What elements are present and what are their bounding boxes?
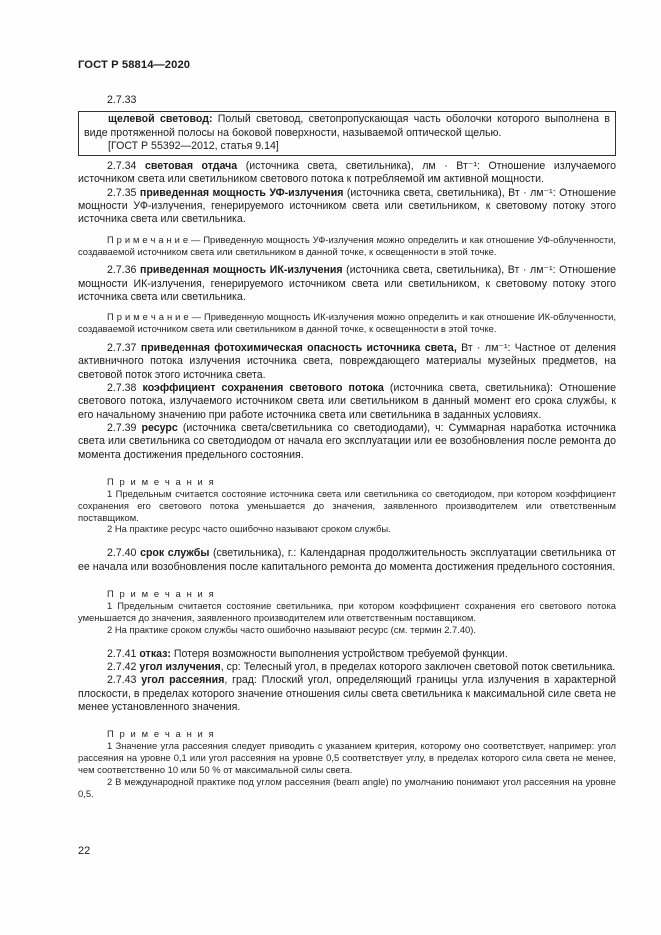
entry-2-7-41: [78, 648, 616, 661]
entry-number: 2.7.35: [107, 186, 137, 199]
term: световая отдача: [145, 160, 238, 173]
definition: (источника света, светильника), лм · Вт⁻¹: Отношение излучаемого источником света или светильником светового потока к потребляемой им активной мощности.: [78, 160, 616, 186]
boxed-entry-2-7-33: [78, 111, 616, 156]
term: приведенная мощность ИК-излучения: [140, 264, 343, 277]
note-item: 2 На практике ресурс часто ошибочно называют сроком службы.: [107, 523, 391, 535]
definition: (источника света/светильника со светодиодами), ч: Суммарная наработка источника света или светильника со светодиодом от начала его эксплуатации или ее возобновления после ремонта до момента достижения предельного состояния.: [78, 421, 616, 461]
note-item: 2 В международной практике под углом рассеяния (beam angle) по умолчанию понимают угол рассеяния на уровне 0,5.: [78, 775, 616, 799]
definition: Полый световод, светопропускающая часть оболочки которого выполнена в виде протяженной полосы на боковой поверхности, называемой оптической щелью.: [84, 113, 610, 139]
entry-2-7-36: [78, 264, 616, 304]
definition: (светильника), г.: Календарная продолжительность эксплуатации светильника от ее начала или возобновления после капитального ремонта до момента достижения предельного состояния.: [78, 547, 616, 573]
document-body: [78, 94, 616, 800]
page-number: 22: [78, 845, 91, 857]
term: ресурс: [141, 421, 178, 434]
entry-2-7-40: [78, 547, 616, 574]
definition: , ср: Телесный угол, в пределах которого заключен световой поток светильника.: [220, 660, 616, 673]
term: коэффициент сохранения светового потока: [142, 382, 384, 395]
document-header: ГОСТ Р 58814—2020: [78, 59, 191, 71]
note-item: 1 Предельным считается состояние светильника, при котором коэффициент сохранения его светового потока уменьшается до значения, заявленного производителем или ответственным поставщиком.: [78, 599, 616, 623]
entry-number: 2.7.39: [107, 421, 137, 434]
note-2-7-35: [78, 234, 616, 258]
definition: (источника света, светильника), Вт · лм⁻¹: Отношение мощности ИК-излучения, генерируемого источником света или светильником, к световому потоку этого источника света или светильника.: [78, 264, 616, 304]
term: угол рассеяния: [141, 674, 225, 687]
definition: (источника света, светильника): Отношение светового потока, излучаемого источником света или светильником в данный момент его срока службы, к его начальному значению при работе источника света или светильника в заданных условиях.: [78, 382, 616, 421]
definition: , град: Плоский угол, определяющий границы угла излучения в характерной плоскости, в пределах которого значение отношения силы света светильника к максимальной силе света не менее установленного значения.: [78, 674, 616, 713]
entry-number-2-7-33: 2.7.33: [107, 94, 137, 106]
definition: Потеря возможности выполнения устройством требуемой функции.: [170, 647, 508, 660]
entry-2-7-35: [78, 187, 616, 227]
term: отказ:: [139, 647, 171, 660]
entry-2-7-43: [78, 674, 616, 714]
entry-2-7-39: [78, 422, 616, 462]
term: срок службы: [140, 547, 210, 560]
note-item: 1 Предельным считается состояние источника света или светильника со светодиодом, при котором коэффициент сохранения его светового потока уменьшается до значения, заявленного производителем или ответственным поставщиком.: [78, 487, 616, 523]
notes-title-2-7-40: П р и м е ч а н и я: [107, 587, 216, 599]
entry-2-7-37: [78, 342, 616, 382]
reference: [ГОСТ Р 55392—2012, статья 9.14]: [108, 139, 279, 152]
note-text: — Приведенную мощность ИК-излучения можно определить и как отношение ИК-облученности, создаваемой источником света или светильником в данной точке, к освещенности в этой точке.: [78, 311, 616, 335]
entry-number: 2.7.37: [107, 342, 137, 355]
entry-number: 2.7.36: [107, 264, 137, 277]
entry-2-7-34: [78, 160, 616, 187]
entry-number: 2.7.34: [107, 160, 137, 173]
entry-2-7-42: [78, 661, 616, 674]
definition: Вт · лм⁻¹: Частное от деления активничного потока излучения источника света, повреждающего материалы музейных предметов, на световой поток этого источника света.: [78, 342, 616, 381]
entry-number: 2.7.41: [107, 647, 137, 660]
entry-2-7-33: [84, 113, 610, 140]
entry-number: 2.7.43: [107, 674, 137, 687]
entry-2-7-38: [78, 382, 616, 422]
notes-title-2-7-39: П р и м е ч а н и я: [107, 475, 216, 487]
term: приведенная мощность УФ-излучения: [139, 186, 344, 199]
term: щелевой световод:: [108, 113, 213, 126]
note-text: — Приведенную мощность УФ-излучения можно определить и как отношение УФ-облученности, создаваемой источником света или светильником в данной точке, к освещенности в этой точке.: [78, 233, 616, 257]
term: приведенная фотохимическая опасность источника света,: [140, 342, 457, 355]
term: угол излучения: [139, 660, 221, 673]
note-2-7-36: [78, 311, 616, 335]
note-item: 2 На практике сроком службы часто ошибочно называют ресурс (см. термин 2.7.40).: [107, 623, 476, 635]
entry-number: 2.7.40: [107, 547, 137, 560]
note-item: 1 Значение угла рассеяния следует приводить с указанием критерия, которому оно соответствует, например: угол рассеяния на уровне 0,1 или угол рассеяния на уровне 0,5 соответствует углу, в пределах которого сила света не менее, чем соответственно 10 или 50 % от максимальной силы света.: [78, 740, 616, 775]
notes-title-2-7-43: П р и м е ч а н и я: [107, 728, 216, 740]
entry-number: 2.7.42: [107, 660, 137, 673]
note-label: П р и м е ч а н и е: [107, 233, 189, 245]
entry-number: 2.7.38: [107, 382, 137, 395]
note-label: П р и м е ч а н и е: [107, 311, 189, 323]
definition: (источника света, светильника), Вт · лм⁻¹: Отношение мощности УФ-излучения, генерируемого источником света или светильником, к световому потоку этого источника света или светильника.: [78, 186, 616, 226]
